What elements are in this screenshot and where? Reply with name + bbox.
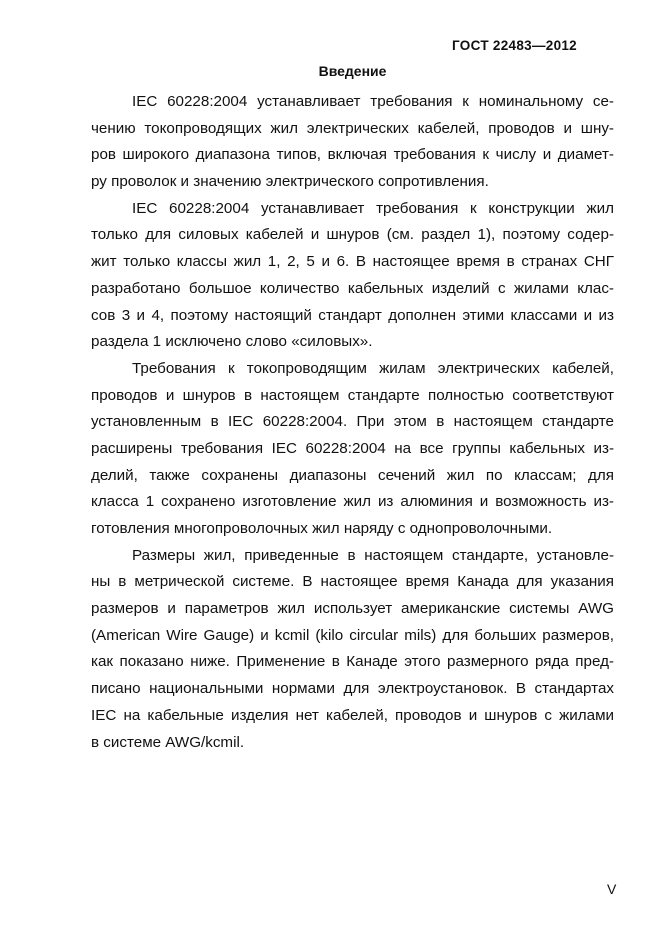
text-line: Требования к токопроводящим жилам электрических кабелей, <box>132 359 614 377</box>
text-line: ров широкого диапазона типов, включая требования к числу и диамет- <box>91 146 614 164</box>
text-line: ны в метрической системе. В настоящее время Канада для указания <box>91 573 614 591</box>
text-line: сов 3 и 4, поэтому настоящий стандарт дополнен этими классами и из <box>91 306 614 324</box>
text-line: (American Wire Gauge) и kcmil (kilo circular mils) для больших размеров, <box>91 626 614 644</box>
text-line: размеров и параметров жил использует американские системы AWG <box>91 600 614 618</box>
text-line: как показано ниже. Применение в Канаде этого размерного ряда пред- <box>91 653 614 671</box>
text-line: делий, также сохранены диапазоны сечений жил по классам; для <box>91 466 614 484</box>
text-line: проводов и шнуров в настоящем стандарте полностью соответствуют <box>91 386 614 404</box>
text-line: класса 1 сохранено изготовление жил из алюминия и возможность из- <box>91 493 614 511</box>
text-line: IEC 60228:2004 устанавливает требования к конструкции жил <box>132 199 614 217</box>
text-line: IEC на кабельные изделия нет кабелей, проводов и шнуров с жилами <box>91 706 614 724</box>
text-line: жит только классы жил 1, 2, 5 и 6. В настоящее время в странах СНГ <box>91 253 614 271</box>
text-line: Размеры жил, приведенные в настоящем стандарте, установле- <box>132 546 614 564</box>
text-line: писано национальными нормами для электроустановок. В стандартах <box>91 680 614 698</box>
text-line: только для силовых кабелей и шнуров (см. раздел 1), поэтому содер- <box>91 226 614 244</box>
section-title: Введение <box>318 63 387 79</box>
text-line: готовления многопроволочных жил наряду с однопроволочными. <box>91 520 553 537</box>
text-line: разработано большое количество кабельных изделий с жилами клас- <box>91 279 614 297</box>
text-line: раздела 1 исключено слово «силовых». <box>91 333 373 351</box>
text-line: ру проволок и значению электрического сопротивления. <box>91 173 489 191</box>
text-line: установленным в IEC 60228:2004. При этом в настоящем стандарте <box>91 413 614 431</box>
text-line: IEC 60228:2004 устанавливает требования к номинальному се- <box>132 93 614 110</box>
document-body <box>91 89 614 756</box>
text-line: в системе AWG/kcmil. <box>91 733 245 751</box>
document-code-header: ГОСТ 22483—2012 <box>452 38 577 53</box>
text-line: расширены требования IEC 60228:2004 на все группы кабельных из- <box>91 439 614 457</box>
page-number: V <box>607 881 617 897</box>
text-line: чению токопроводящих жил электрических кабелей, проводов и шну- <box>91 119 614 137</box>
